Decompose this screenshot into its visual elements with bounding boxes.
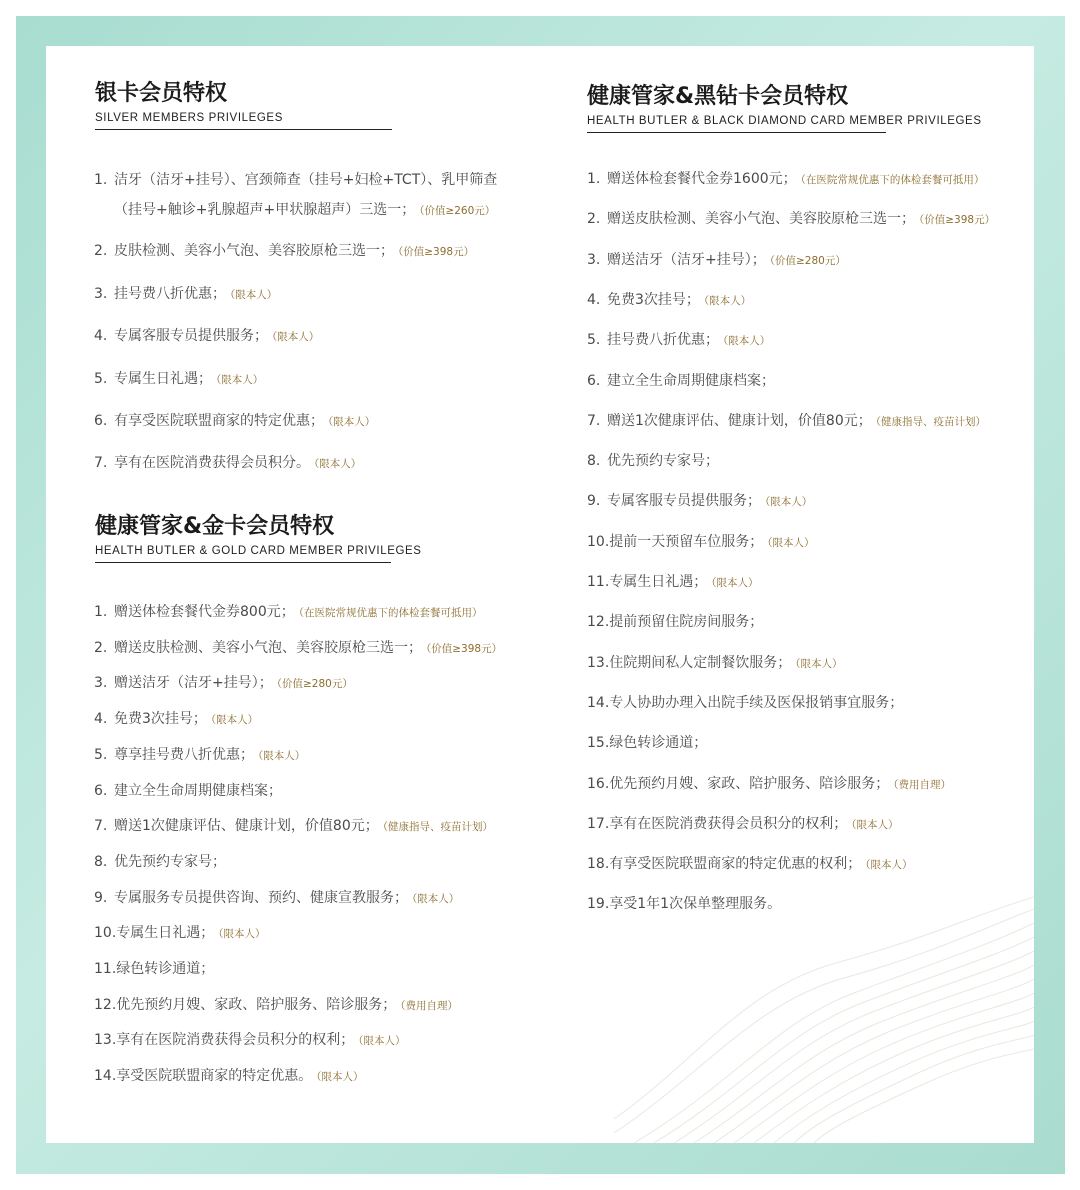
item-text: 专属服务专员提供咨询、预约、健康宣教服务； xyxy=(114,890,408,906)
item-text: 享有在医院消费获得会员积分的权利； xyxy=(116,1032,355,1048)
silver-section xyxy=(95,80,395,130)
item-text: 赠送洁牙（洁牙+挂号）； xyxy=(607,252,766,268)
item-number: 6. xyxy=(94,413,108,429)
item-note: （健康指导、疫苗计划） xyxy=(875,416,986,428)
list-item xyxy=(587,894,781,914)
item-note: （限本人） xyxy=(230,289,278,301)
item-note: （价值≥398元） xyxy=(426,643,503,655)
item-number: 7. xyxy=(587,413,601,429)
item-text: 洁牙（洁牙+挂号）、宫颈筛查（挂号+妇检+TCT）、乳甲筛查 xyxy=(114,172,498,188)
item-text: 有享受医院联盟商家的特定优惠； xyxy=(114,413,324,429)
item-number: 6. xyxy=(587,373,601,389)
item-text: 绿色转诊通道； xyxy=(116,961,215,977)
item-note: （限本人） xyxy=(210,714,259,726)
item-number: 7. xyxy=(94,455,108,471)
list-item xyxy=(94,453,361,474)
item-number: 16. xyxy=(587,776,610,792)
item-note: （价值≥398元） xyxy=(398,246,475,258)
item-text: 专人协助办理入出院手续及医保报销事宜服务； xyxy=(609,695,904,711)
item-note: （价值≥280元） xyxy=(276,678,353,690)
diamond-divider xyxy=(587,132,886,133)
gold-section xyxy=(95,513,422,563)
item-number: 15. xyxy=(587,735,610,751)
item-number: 4. xyxy=(94,328,108,344)
item-text-continued xyxy=(114,200,495,221)
list-item xyxy=(587,612,763,632)
item-note: （在医院常规优惠下的体检套餐可抵用） xyxy=(800,174,985,186)
silver-subtitle: SILVER MEMBERS PRIVILEGES xyxy=(95,112,283,124)
item-text: 建立全生命周期健康档案； xyxy=(114,783,282,799)
list-item xyxy=(587,411,986,432)
item-text: 赠送体检套餐代金券800元； xyxy=(114,604,295,620)
item-note: （费用自理） xyxy=(893,779,952,791)
list-item xyxy=(94,326,319,347)
list-item xyxy=(94,852,226,872)
list-item xyxy=(587,774,951,795)
list-item xyxy=(94,995,458,1016)
list-item xyxy=(94,781,282,801)
list-item xyxy=(94,411,375,432)
item-note: （限本人） xyxy=(723,335,771,347)
item-number: 2. xyxy=(94,243,108,259)
item-number: 12. xyxy=(587,614,610,630)
content-panel xyxy=(46,46,1034,1143)
item-number: 2. xyxy=(94,640,108,656)
item-note: （限本人） xyxy=(711,577,759,589)
item-text: 住院期间私人定制餐饮服务； xyxy=(609,655,792,671)
item-number: 8. xyxy=(94,854,108,870)
list-item xyxy=(587,491,812,512)
item-text: 皮肤检测、美容小气泡、美容胶原枪三选一； xyxy=(114,243,394,259)
item-note: （限本人） xyxy=(767,537,815,549)
item-number: 18. xyxy=(587,856,610,872)
list-item xyxy=(94,816,493,837)
item-number: 1. xyxy=(587,171,601,187)
item-text: 赠送洁牙（洁牙+挂号）； xyxy=(114,675,273,691)
item-note: （价值≥280元） xyxy=(769,255,846,267)
item-text: 赠送体检套餐代金券1600元； xyxy=(607,171,797,187)
list-item xyxy=(94,745,305,766)
item-text: 提前一天预留车位服务； xyxy=(609,534,764,550)
list-item xyxy=(587,169,984,190)
item-note: （健康指导、疫苗计划） xyxy=(382,821,493,833)
item-note: （限本人） xyxy=(795,658,843,670)
item-number: 9. xyxy=(94,890,108,906)
item-number: 5. xyxy=(94,747,108,763)
list-item xyxy=(94,284,277,305)
item-number: 10. xyxy=(94,925,117,941)
list-item xyxy=(94,602,482,623)
item-text: 专属生日礼遇； xyxy=(116,925,215,941)
list-item xyxy=(94,638,502,659)
diamond-section xyxy=(587,83,982,133)
list-item xyxy=(94,241,474,262)
item-note: （限本人） xyxy=(865,859,913,871)
item-text: 建立全生命周期健康档案； xyxy=(607,373,775,389)
list-item xyxy=(587,854,913,875)
item-note: （限本人） xyxy=(218,928,266,940)
item-number: 13. xyxy=(587,655,610,671)
item-text: 优先预约专家号； xyxy=(114,854,226,870)
item-text: 专属生日礼遇； xyxy=(609,574,708,590)
silver-title: 银卡会员特权 xyxy=(95,81,228,106)
list-item xyxy=(94,959,214,979)
item-text: 绿色转诊通道； xyxy=(609,735,708,751)
item-note: （限本人） xyxy=(358,1035,406,1047)
item-text: 挂号费八折优惠； xyxy=(607,332,719,348)
list-item xyxy=(587,250,846,271)
list-item xyxy=(94,1030,406,1051)
list-item xyxy=(94,888,459,909)
item-number: 3. xyxy=(587,252,601,268)
list-item xyxy=(587,330,770,351)
list-item xyxy=(94,673,353,694)
item-text: 有享受医院联盟商家的特定优惠的权利； xyxy=(609,856,862,872)
list-item xyxy=(587,814,899,835)
item-text: 提前预留住院房间服务； xyxy=(609,614,764,630)
item-note: （限本人） xyxy=(258,750,306,762)
item-number: 3. xyxy=(94,675,108,691)
item-note: （费用自理） xyxy=(400,1000,459,1012)
item-text: 享受医院联盟商家的特定优惠。 xyxy=(116,1068,313,1084)
gold-subtitle: HEALTH BUTLER & GOLD CARD MEMBER PRIVILEGES xyxy=(95,545,422,557)
item-number: 19. xyxy=(587,896,610,912)
item-number: 11. xyxy=(94,961,117,977)
item-text: 优先预约专家号； xyxy=(607,453,719,469)
list-item xyxy=(587,451,719,471)
item-note: （限本人） xyxy=(412,893,460,905)
item-note: （价值≥398元） xyxy=(919,214,996,226)
item-text: 赠送1次健康评估、健康计划，价值80元； xyxy=(114,818,379,834)
item-number: 14. xyxy=(94,1068,117,1084)
list-item xyxy=(94,709,258,730)
item-text: 尊享挂号费八折优惠； xyxy=(114,747,254,763)
item-note: （限本人） xyxy=(328,416,376,428)
item-text: 专属生日礼遇； xyxy=(114,371,212,387)
item-text: 优先预约月嫂、家政、陪护服务、陪诊服务； xyxy=(609,776,890,792)
item-text: 免费3次挂号； xyxy=(607,292,700,308)
item-text: 享有在医院消费获得会员积分的权利； xyxy=(609,816,848,832)
item-text: 专属客服专员提供服务； xyxy=(607,493,761,509)
item-note: （限本人） xyxy=(216,374,264,386)
item-number: 9. xyxy=(587,493,601,509)
item-text: 挂号费八折优惠； xyxy=(114,286,226,302)
item-number: 12. xyxy=(94,997,117,1013)
item-number: 14. xyxy=(587,695,610,711)
item-number: 13. xyxy=(94,1032,117,1048)
list-item xyxy=(587,572,759,593)
item-number: 3. xyxy=(94,286,108,302)
list-item xyxy=(587,693,903,713)
list-item xyxy=(587,653,843,674)
item-note: （限本人） xyxy=(765,496,813,508)
list-item xyxy=(94,1066,364,1087)
item-text: 专属客服专员提供服务； xyxy=(114,328,268,344)
item-number: 2. xyxy=(587,211,601,227)
item-note: （限本人） xyxy=(314,458,362,470)
gold-divider xyxy=(95,562,391,563)
item-note: （限本人） xyxy=(316,1071,364,1083)
diamond-title: 健康管家&黑钻卡会员特权 xyxy=(587,84,849,109)
item-number: 6. xyxy=(94,783,108,799)
item-number: 7. xyxy=(94,818,108,834)
item-text: 享有在医院消费获得会员积分。 xyxy=(114,455,310,471)
item-text: 享受1年1次保单整理服务。 xyxy=(609,896,782,912)
list-item xyxy=(94,369,263,390)
silver-divider xyxy=(95,129,392,130)
list-item xyxy=(587,733,707,753)
item-note: （价值≥260元） xyxy=(419,205,496,217)
item-text: 优先预约月嫂、家政、陪护服务、陪诊服务； xyxy=(116,997,397,1013)
list-item xyxy=(587,371,775,391)
item-number: 1. xyxy=(94,172,108,188)
item-note: （限本人） xyxy=(703,295,752,307)
list-item xyxy=(94,170,498,218)
item-text-line2: （挂号+触诊+乳腺超声+甲状腺超声）三选一； xyxy=(114,202,416,218)
item-number: 17. xyxy=(587,816,610,832)
item-number: 4. xyxy=(587,292,601,308)
item-note: （在医院常规优惠下的体检套餐可抵用） xyxy=(298,607,483,619)
diamond-subtitle: HEALTH BUTLER & BLACK DIAMOND CARD MEMBER PRIVILEGES xyxy=(587,115,982,127)
item-note: （限本人） xyxy=(851,819,899,831)
item-text: 赠送1次健康评估、健康计划，价值80元； xyxy=(607,413,872,429)
item-number: 10. xyxy=(587,534,610,550)
item-text: 免费3次挂号； xyxy=(114,711,207,727)
list-item xyxy=(587,532,815,553)
item-number: 11. xyxy=(587,574,610,590)
list-item xyxy=(587,290,751,311)
list-item xyxy=(587,209,995,230)
list-item xyxy=(94,923,266,944)
item-note: （限本人） xyxy=(272,331,320,343)
item-number: 8. xyxy=(587,453,601,469)
item-text: 赠送皮肤检测、美容小气泡、美容胶原枪三选一； xyxy=(114,640,422,656)
item-number: 1. xyxy=(94,604,108,620)
decorative-wave-pattern xyxy=(614,883,1034,1143)
item-number: 4. xyxy=(94,711,108,727)
item-number: 5. xyxy=(587,332,601,348)
item-text: 赠送皮肤检测、美容小气泡、美容胶原枪三选一； xyxy=(607,211,915,227)
item-number: 5. xyxy=(94,371,108,387)
gold-title: 健康管家&金卡会员特权 xyxy=(95,514,335,539)
